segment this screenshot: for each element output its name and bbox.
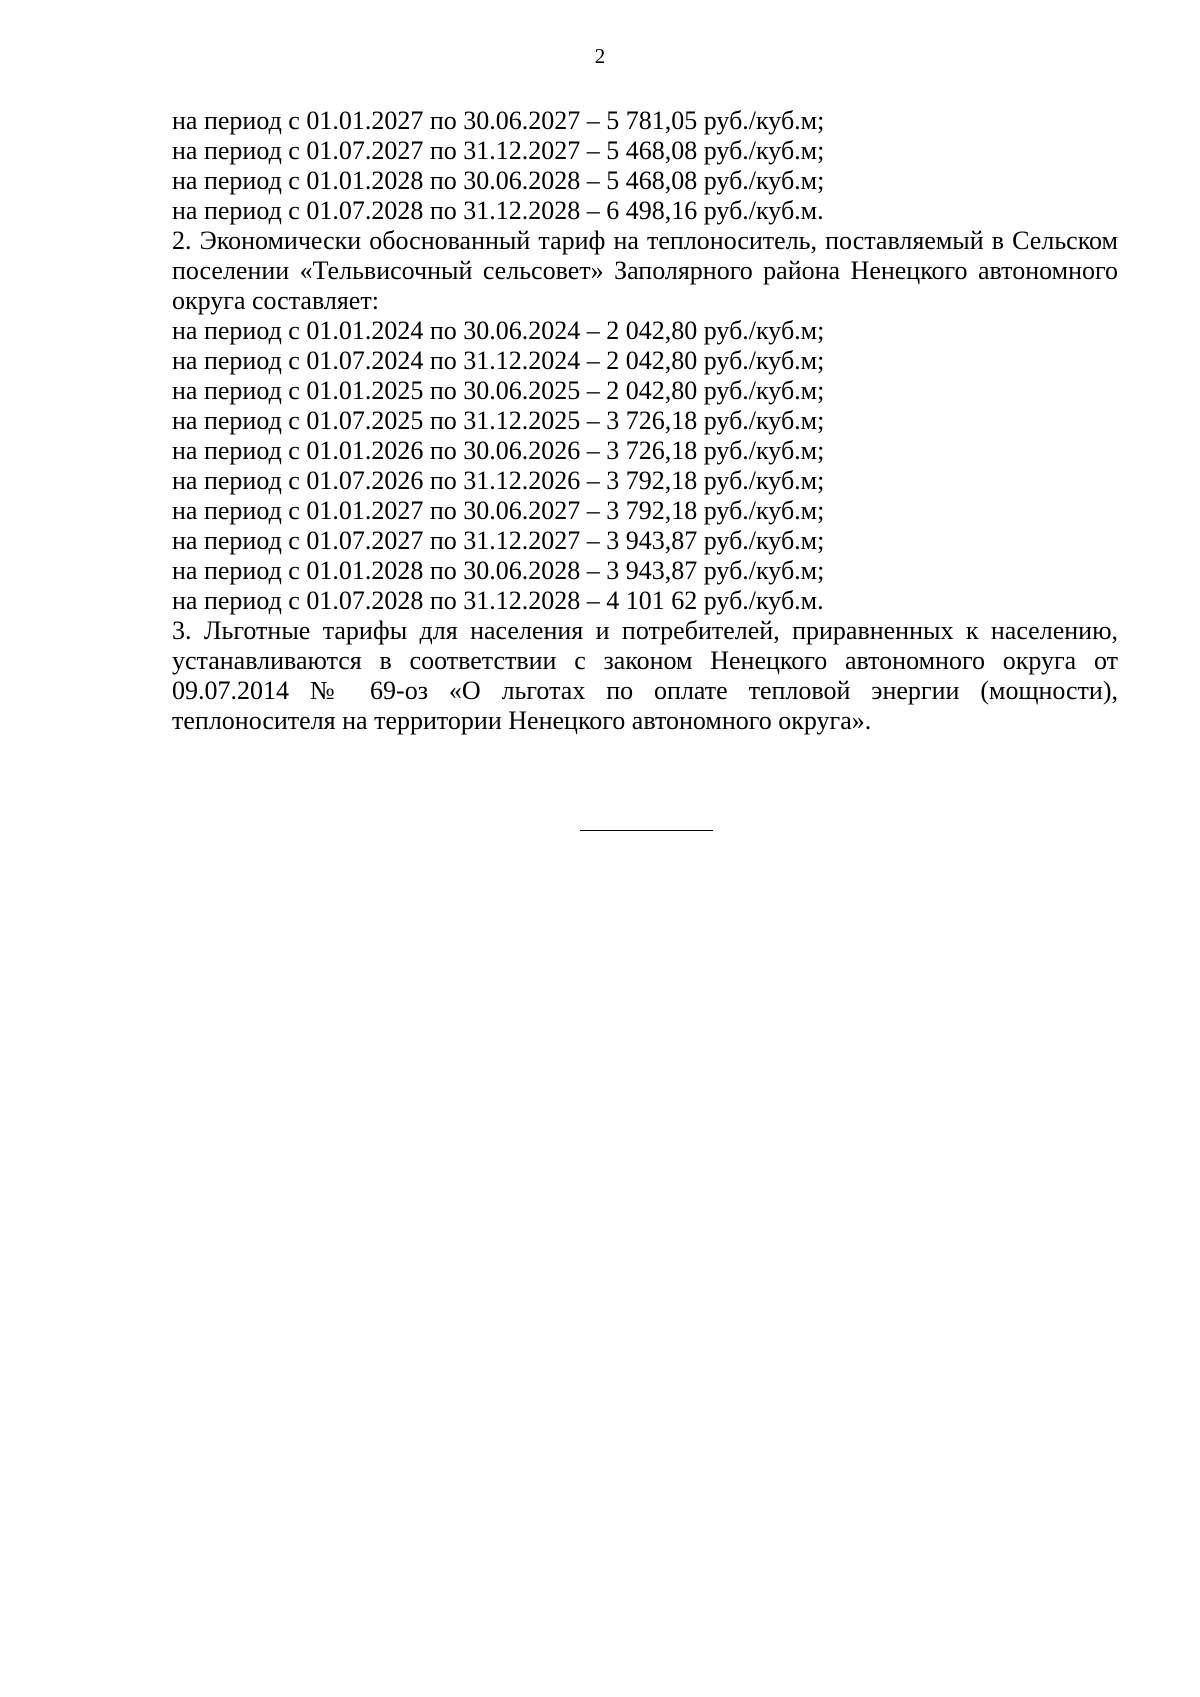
tariff-line: на период с 01.01.2026 по 30.06.2026 – 3 726,18 руб./куб.м; — [172, 436, 825, 465]
tariff-line: на период с 01.01.2028 по 30.06.2028 – 3 943,87 руб./куб.м; — [172, 556, 825, 585]
document-body — [172, 106, 1118, 736]
tariff-line: на период с 01.01.2024 по 30.06.2024 – 2 042,80 руб./куб.м; — [172, 316, 825, 345]
page-number: 2 — [594, 44, 606, 68]
tariff-line: на период с 01.01.2025 по 30.06.2025 – 2 042,80 руб./куб.м; — [172, 376, 825, 405]
tariff-line: на период с 01.07.2026 по 31.12.2026 – 3 792,18 руб./куб.м; — [172, 466, 825, 495]
tariff-line: на период с 01.07.2024 по 31.12.2024 – 2 042,80 руб./куб.м; — [172, 346, 825, 375]
tariff-line: на период с 01.07.2027 по 31.12.2027 – 3 943,87 руб./куб.м; — [172, 526, 825, 555]
tariff-line: на период с 01.01.2027 по 30.06.2027 – 5 781,05 руб./куб.м; — [172, 106, 825, 135]
tariff-line: на период с 01.01.2028 по 30.06.2028 – 5 468,08 руб./куб.м; — [172, 166, 825, 195]
section-2-intro: 2. Экономически обоснованный тариф на теплоноситель, поставляемый в Сельском поселении «Тельвисочный сельсовет» Заполярного района Ненецкого автономного округа составляет: — [172, 226, 1118, 315]
tariff-line: на период с 01.07.2028 по 31.12.2028 – 4 101 62 руб./куб.м. — [172, 586, 824, 615]
tariff-line: на период с 01.07.2028 по 31.12.2028 – 6 498,16 руб./куб.м. — [172, 196, 824, 225]
tariff-line: на период с 01.01.2027 по 30.06.2027 – 3 792,18 руб./куб.м; — [172, 496, 825, 525]
tariff-line: на период с 01.07.2027 по 31.12.2027 – 5 468,08 руб./куб.м; — [172, 136, 825, 165]
tariff-list-section-1 — [172, 106, 1118, 226]
tariff-line: на период с 01.07.2025 по 31.12.2025 – 3 726,18 руб./куб.м; — [172, 406, 825, 435]
tariff-list-section-2 — [172, 316, 1118, 616]
end-separator-line — [580, 830, 713, 831]
section-3-paragraph: 3. Льготные тарифы для населения и потребителей, приравненных к населению, устанавливаются в соответствии с законом Ненецкого автономного округа от 09.07.2014 № 69-оз «О льготах по оплате тепловой энергии (мощности), теплоносителя на территории Ненецкого автономного округа». — [172, 616, 1118, 735]
